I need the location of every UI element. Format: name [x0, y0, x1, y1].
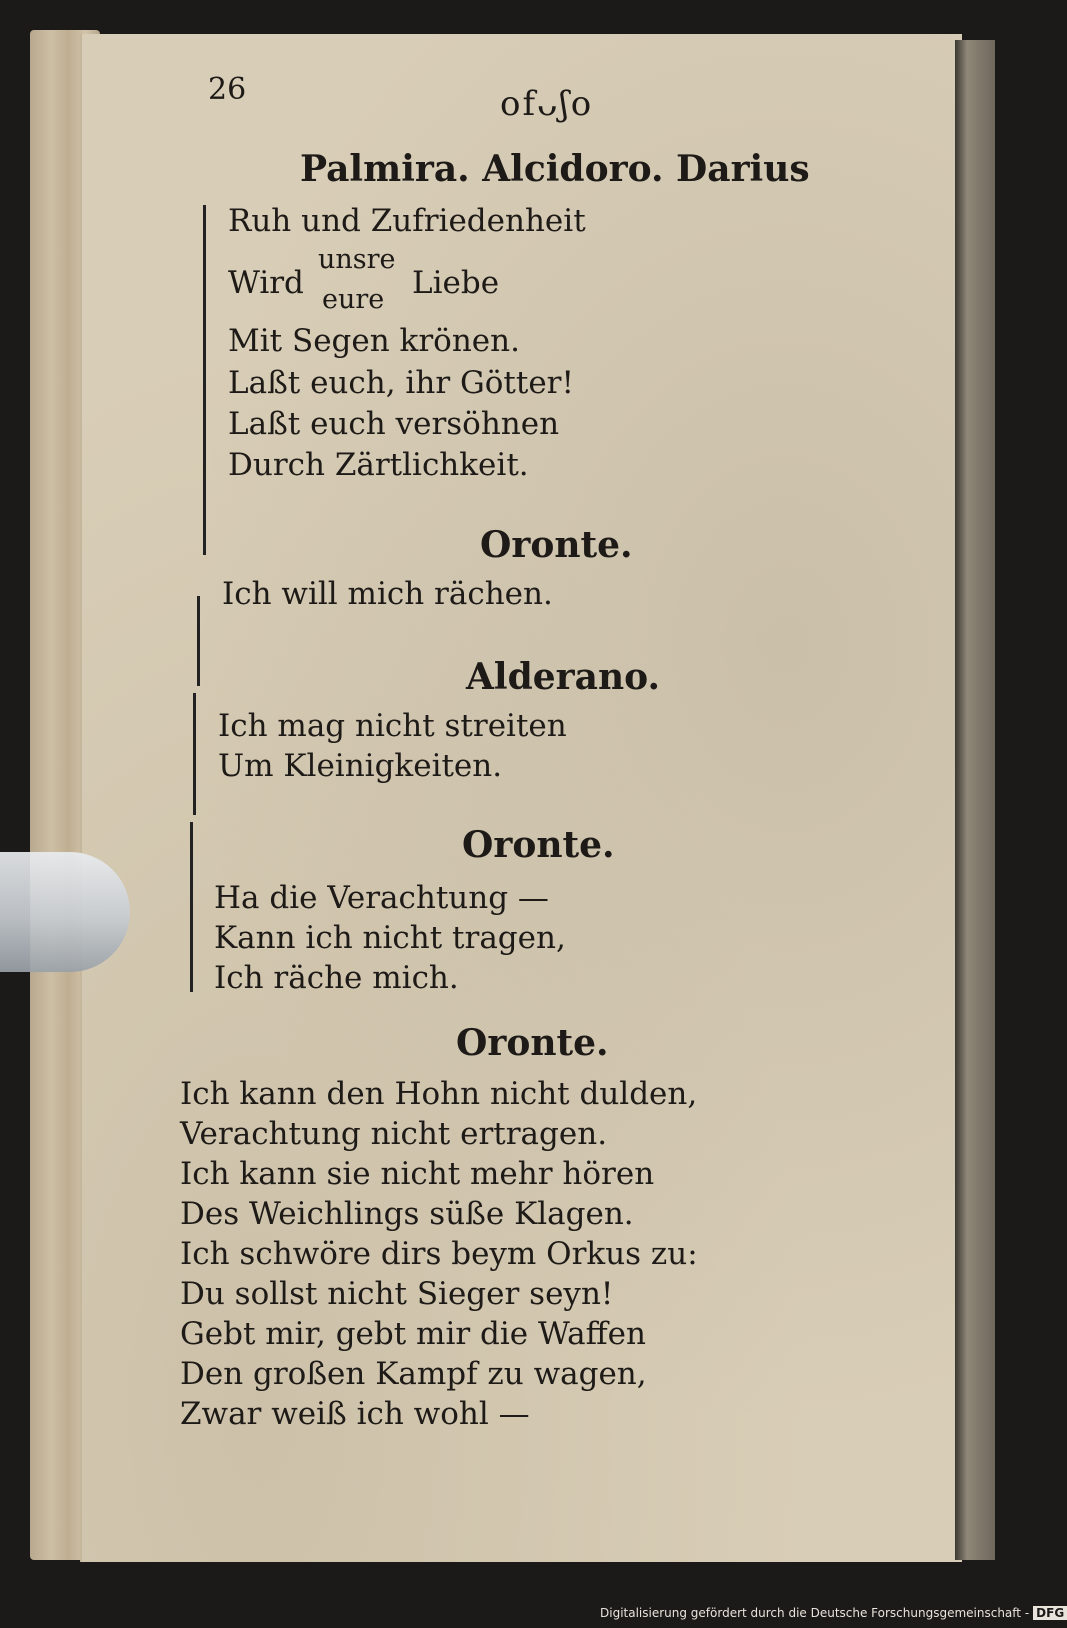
- dfg-logo: DFG: [1033, 1606, 1067, 1620]
- verse-line: Ich will mich rächen.: [222, 576, 553, 612]
- header-ornament: ofᴗʃo: [500, 84, 594, 124]
- verse-line: Ich schwöre dirs beym Orkus zu:: [180, 1236, 698, 1272]
- speaker-heading: Oronte.: [480, 524, 633, 566]
- verse-line: Laßt euch, ihr Götter!: [228, 365, 574, 401]
- verse-line: Verachtung nicht ertragen.: [180, 1116, 608, 1152]
- verse-line: Ha die Verachtung —: [214, 880, 549, 916]
- verse-line: Durch Zärtlichkeit.: [228, 447, 529, 483]
- verse-line: Ich mag nicht streiten: [218, 708, 567, 744]
- ensemble-bracket: [190, 822, 193, 992]
- verse-line: Zwar weiß ich wohl —: [180, 1396, 530, 1432]
- speaker-heading: Oronte.: [462, 824, 615, 866]
- facing-page-edge: [955, 40, 995, 1560]
- verse-line: Du sollst nicht Sieger seyn!: [180, 1276, 614, 1312]
- speaker-heading: Oronte.: [456, 1022, 609, 1064]
- credit-text: Digitalisierung gefördert durch die Deutsche Forschungsgemeinschaft -: [600, 1606, 1030, 1620]
- verse-line: Des Weichlings süße Klagen.: [180, 1196, 634, 1232]
- ensemble-bracket: [193, 693, 196, 815]
- verse-line: Liebe: [412, 265, 500, 301]
- speaker-heading: Palmira. Alcidoro. Darius: [300, 148, 810, 190]
- speaker-heading: Alderano.: [466, 656, 661, 698]
- verse-variant-lower: eure: [322, 284, 385, 315]
- ensemble-bracket: [197, 596, 200, 686]
- page-number: 26: [208, 72, 247, 107]
- verse-line: Laßt euch versöhnen: [228, 406, 560, 442]
- page-clip: [0, 852, 130, 972]
- verse-line: Kann ich nicht tragen,: [214, 920, 566, 956]
- verse-line: Um Kleinigkeiten.: [218, 748, 503, 784]
- verse-line: Den großen Kampf zu wagen,: [180, 1356, 647, 1392]
- verse-variant-upper: unsre: [318, 244, 396, 275]
- ensemble-bracket: [203, 205, 206, 555]
- verse-line: Wird: [228, 265, 304, 301]
- digitization-credit: [600, 1606, 1067, 1620]
- verse-line: Mit Segen krönen.: [228, 323, 520, 359]
- verse-line: Ich kann den Hohn nicht dulden,: [180, 1076, 698, 1112]
- verse-line: Gebt mir, gebt mir die Waffen: [180, 1316, 646, 1352]
- verse-line: Ruh und Zufriedenheit: [228, 203, 586, 239]
- verse-line: Ich kann sie nicht mehr hören: [180, 1156, 655, 1192]
- verse-line: Ich räche mich.: [214, 960, 459, 996]
